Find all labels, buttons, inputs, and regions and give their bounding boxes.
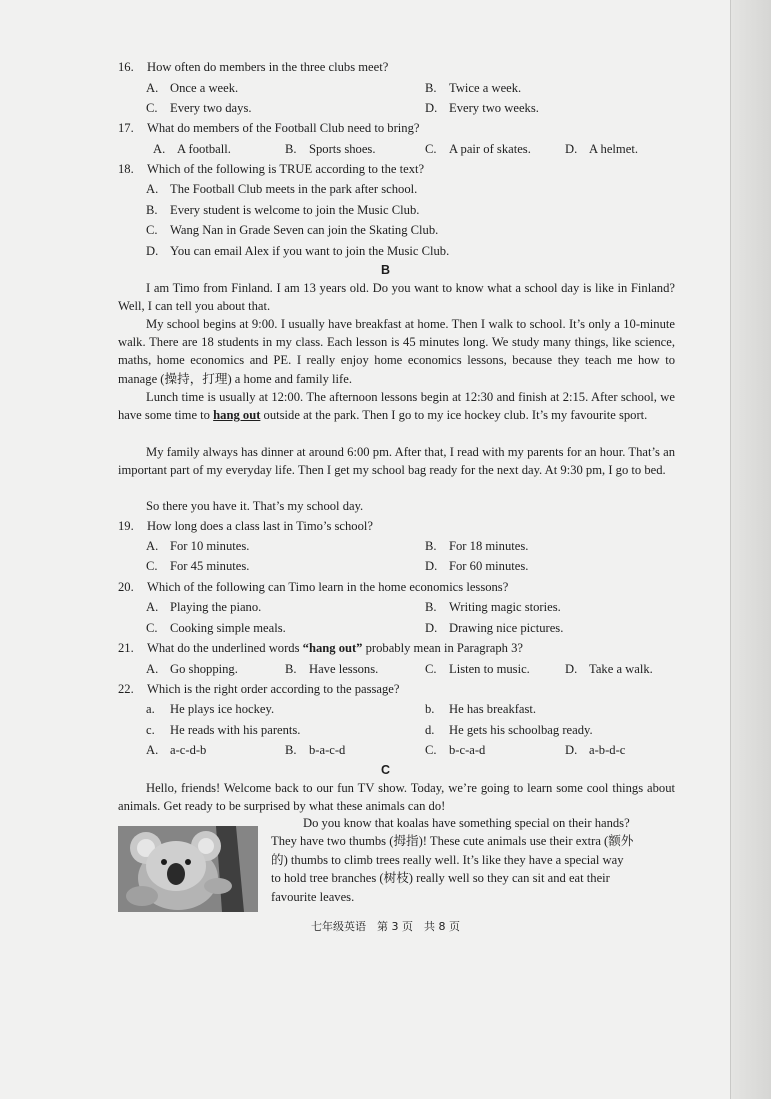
option-21-a[interactable]: A. Go shopping.	[146, 662, 238, 676]
page-footer: 七年级英语 第 3 页 共 8 页	[311, 920, 460, 933]
option-20-b[interactable]: B. Writing magic stories.	[425, 600, 561, 614]
option-21-c[interactable]: C. Listen to music.	[425, 662, 530, 676]
option-17-d[interactable]: D. A helmet.	[565, 142, 638, 156]
event-item-d: d. He gets his schoolbag ready.	[425, 723, 593, 737]
option-22-a[interactable]: A. a-c-d-b	[146, 743, 207, 757]
passage-b-paragraph-1: I am Timo from Finland. I am 13 years old. Do you want to know what a school day is like in Finland? Well, I can tell you about that.	[118, 281, 675, 314]
option-20-c[interactable]: C. Cooking simple meals.	[146, 621, 286, 635]
option-16-c[interactable]: C. Every two days.	[146, 101, 252, 115]
event-item-b: b. He has breakfast.	[425, 702, 537, 716]
question-number: 22.	[118, 682, 134, 696]
event-item-a: a. He plays ice hockey.	[146, 702, 275, 716]
question-text: Which of the following is TRUE according to the text?	[147, 162, 425, 176]
question-20	[118, 577, 678, 598]
question-text: Which of the following can Timo learn in the home economics lessons?	[147, 580, 509, 594]
question-number: 21.	[118, 641, 134, 655]
underlined-phrase: hang out	[213, 408, 261, 423]
option-19-b[interactable]: B. For 18 minutes.	[425, 539, 529, 553]
question-18	[118, 159, 678, 180]
passage-c-paragraph-2: Do you know that koalas have something special on their hands? They have two thumbs (拇指)! These cute animals use their extra (额外 的) thumbs to climb trees really well. It’s like they have a special way to hold tree branches (树枝) really well so they can sit and eat their favourite leaves.	[271, 816, 634, 904]
option-20-a[interactable]: A. Playing the piano.	[146, 600, 262, 614]
option-18-d[interactable]: D. You can email Alex if you want to join the Music Club.	[146, 244, 450, 258]
option-17-b[interactable]: B. Sports shoes.	[285, 142, 376, 156]
question-number: 19.	[118, 519, 134, 533]
koala-icon	[118, 826, 258, 912]
option-21-d[interactable]: D. Take a walk.	[565, 662, 653, 676]
option-16-d[interactable]: D. Every two weeks.	[425, 101, 539, 115]
question-text: What do members of the Football Club need to bring?	[147, 121, 420, 135]
option-19-a[interactable]: A. For 10 minutes.	[146, 539, 250, 553]
question-16	[118, 57, 678, 78]
option-16-b[interactable]: B. Twice a week.	[425, 81, 522, 95]
section-heading-b: B	[380, 263, 391, 277]
question-text: How long does a class last in Timo’s school?	[147, 519, 373, 533]
option-18-a[interactable]: A. The Football Club meets in the park after school.	[146, 182, 418, 196]
option-19-c[interactable]: C. For 45 minutes.	[146, 559, 250, 573]
question-17	[118, 118, 678, 139]
section-heading-c: C	[380, 763, 391, 777]
question-22	[118, 679, 678, 700]
option-16-a[interactable]: A. Once a week.	[146, 81, 239, 95]
question-number: 17.	[118, 121, 134, 135]
option-17-a[interactable]: A. A football.	[153, 142, 231, 156]
option-19-d[interactable]: D. For 60 minutes.	[425, 559, 529, 573]
question-text: Which is the right order according to the passage?	[147, 682, 400, 696]
option-18-c[interactable]: C. Wang Nan in Grade Seven can join the Skating Club.	[146, 223, 439, 237]
option-22-c[interactable]: C. b-c-a-d	[425, 743, 486, 757]
option-22-d[interactable]: D. a-b-d-c	[565, 743, 626, 757]
question-text: How often do members in the three clubs meet?	[147, 60, 389, 74]
passage-b-paragraph-4: My family always has dinner at around 6:00 pm. After that, I read with my parents for an hour. That’s an important part of my everyday life. Then I get my school bag ready for the next day. At 9:30 pm, I go to bed.	[118, 445, 675, 478]
option-22-b[interactable]: B. b-a-c-d	[285, 743, 346, 757]
koala-photo	[118, 826, 258, 912]
passage-c-paragraph-1: Hello, friends! Welcome back to our fun TV show. Today, we’re going to learn some cool things about animals. Get ready to be surprised by what these animals can do!	[118, 781, 675, 814]
option-17-c[interactable]: C. A pair of skates.	[425, 142, 531, 156]
passage-b-paragraph-3: Lunch time is usually at 12:00. The afternoon lessons begin at 12:30 and finish at 2:15. After school, we have some time to hang out outside at the park. Then I go to my ice hockey club. It’s my favourite sport.	[118, 390, 675, 423]
question-number: 20.	[118, 580, 134, 594]
option-20-d[interactable]: D. Drawing nice pictures.	[425, 621, 564, 635]
question-21: 21. What do the underlined words “hang out” probably mean in Paragraph 3?	[118, 638, 678, 659]
question-19	[118, 516, 678, 537]
event-item-c: c. He reads with his parents.	[146, 723, 301, 737]
passage-b-paragraph-5: So there you have it. That’s my school day.	[146, 499, 364, 513]
question-number: 16.	[118, 60, 134, 74]
option-21-b[interactable]: B. Have lessons.	[285, 662, 379, 676]
question-number: 18.	[118, 162, 134, 176]
option-18-b[interactable]: B. Every student is welcome to join the Music Club.	[146, 203, 420, 217]
passage-b-paragraph-2: My school begins at 9:00. I usually have breakfast at home. Then I walk to school. It’s only a 10-minute walk. There are 18 students in my class. Each lesson is 45 minutes long. We study many things, like science, maths, home economics and PE. I really enjoy home economics lessons, because they teach me how to manage (操持，打理) a home and family life.	[118, 317, 675, 386]
